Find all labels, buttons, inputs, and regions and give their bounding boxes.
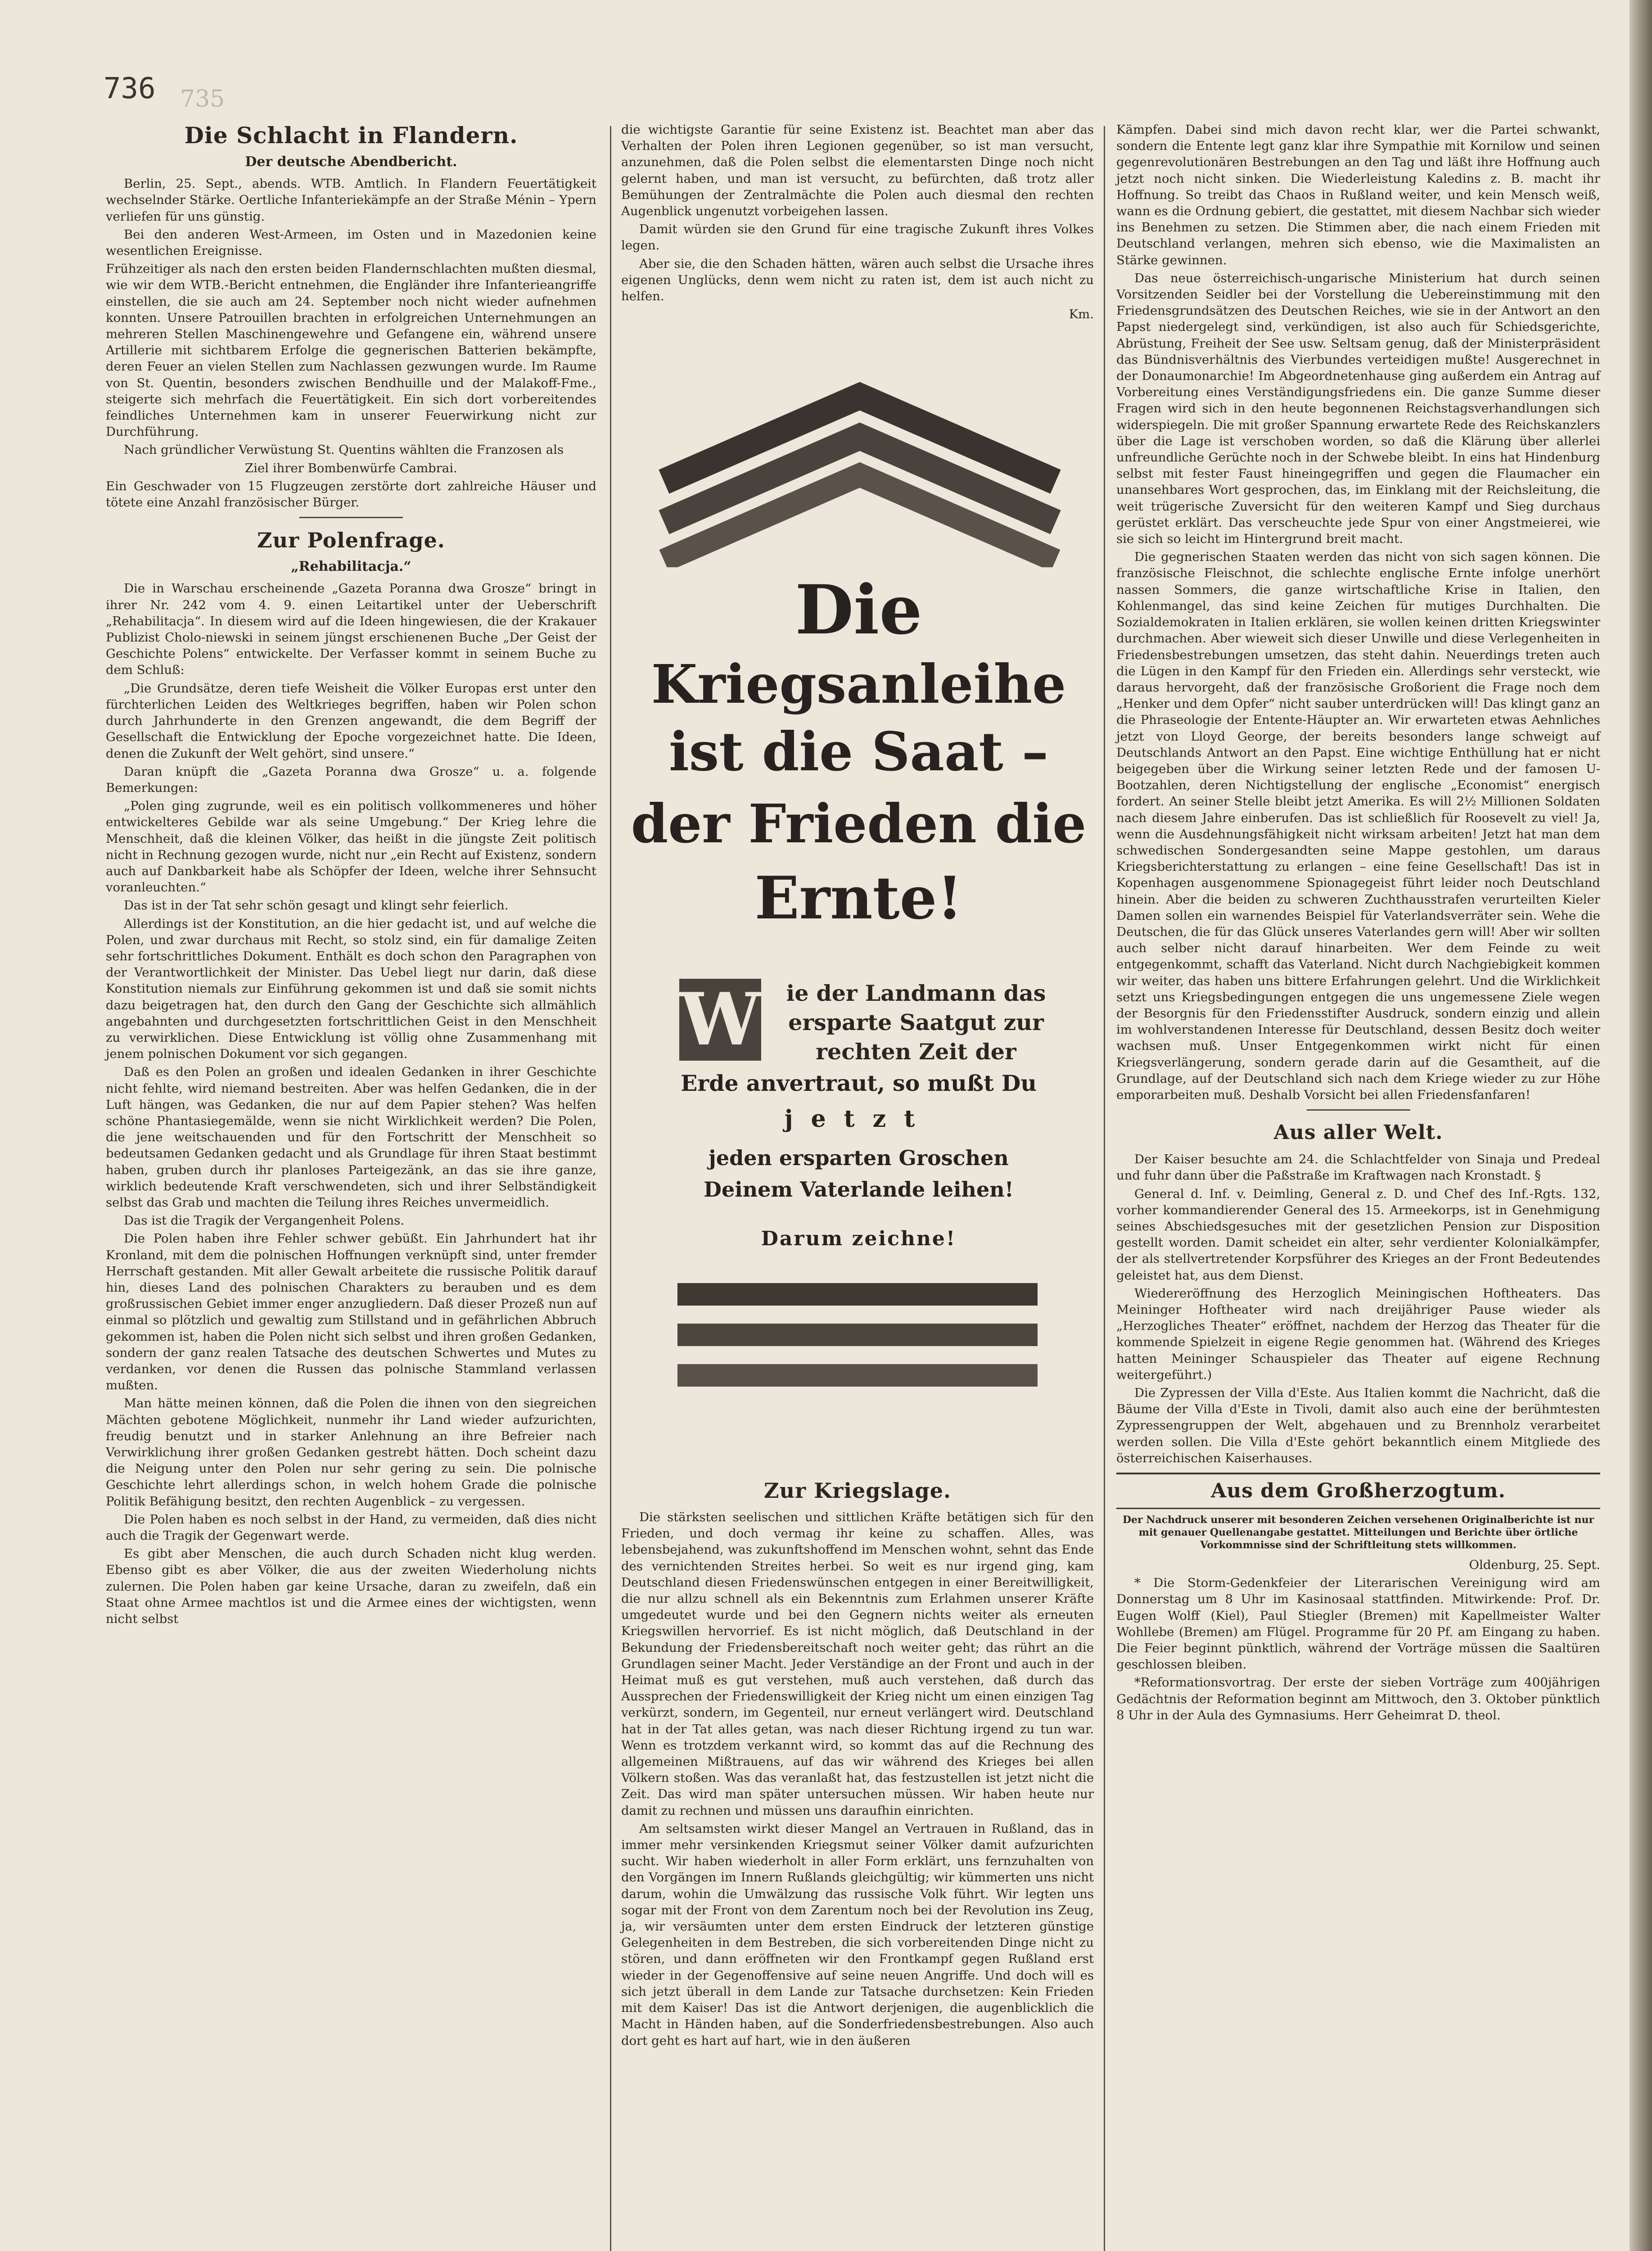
paragraph: *Reformationsvortrag. Der erste der sieben Vorträge zum 400jährigen Gedächtnis der Reformation beginnt am Mittwoch, den 3. Oktober pünktlich 8 Uhr in der Aula des Gymnasiums. Herr Geheimrat D. theol.: [1116, 1675, 1600, 1722]
paragraph: Die in Warschau erscheinende „Gazeta Poranna dwa Grosze“ bringt in ihrer Nr. 242 vom 4. 9. einen Leitartikel unter der Ueberschrift „Rehabilitacja“. In diesem wird auf die Ideen hingewiesen, die der Krakauer Publizist Cholo-niewski in seinem jüngst erschienenen Buche „Der Geist der Geschichte Polens“ entwickelte. Der Verfasser kommt in seinem Buche zu dem Schluß:: [106, 581, 596, 678]
paragraph: Frühzeitiger als nach den ersten beiden Flandernschlachten mußten diesmal, wie wir dem WTB.-Bericht entnehmen, die Engländer ihre Infanterieangriffe einstellen, die sie auch am 24. September noch nicht wieder aufnehmen konnten. Unsere Patrouillen brachten in erfolgreichen Unternehmungen an mehreren Stellen Maschinengewehre und Gefangene ein, während unsere Artillerie mit sichtbarem Erfolge die gegnerischen Batterien bekämpfte, deren Feuer an vielen Stellen zum Nachlassen gezwungen wurde. Im Raume von St. Quentin, besonders zwischen Bendhuille und der Malakoff-Fme., steigerte sich mehrfach die Feuertätigkeit. Ein sich dort vorbereitendes feindliches Unternehmen kam in unserer Feuerwirkung nicht zur Durchführung.: [106, 262, 596, 439]
paragraph: Der Kaiser besuchte am 24. die Schlachtfelder von Sinaja und Predeal und fuhr dann über die Paßstraße im Kraftwagen nach Kronstadt. §: [1116, 1152, 1600, 1183]
ad-body-line: Deinem Vaterlande leihen!: [704, 1177, 1014, 1202]
ad-body-jetzt: jetzt: [784, 1105, 933, 1133]
paragraph: Damit würden sie den Grund für eine tragische Zukunft ihres Volkes legen.: [621, 222, 1094, 253]
article-subtitle-abendbericht: Der deutsche Abendbericht.: [245, 154, 457, 170]
dateline: Oldenburg, 25. Sept.: [1469, 1558, 1600, 1573]
ad-body-line: jeden ersparten Groschen: [709, 1146, 1009, 1170]
paragraph: „Polen ging zugrunde, weil es ein politisch vollkommeneres und höher entwickelteres Gebilde war als seine Umgebung.“ Der Krieg lehre die Menschheit, daß die kleinen Völker, das heißt in die jüngste Zeit politisch nicht in Rechnung gezogen wurde, nicht nur „ein Recht auf Existenz, sondern auch auf Dankbarkeit habe als Schöpfer der Ideen, welche ihrer Sehnsucht voranleuchten.“: [106, 799, 596, 895]
ad-call-to-action: Darum zeichne!: [761, 1227, 957, 1250]
dropcap-letter: W: [680, 977, 761, 1062]
chevron-emblem-icon: [646, 378, 1074, 567]
paragraph: Aber sie, die den Schaden hätten, wären auch selbst die Ursache ihres eigenen Unglücks, denn wem nicht zu raten ist, dem ist auch nicht zu helfen.: [621, 256, 1094, 304]
section-divider: [299, 517, 403, 518]
paragraph: Daß es den Polen an großen und idealen Gedanken in ihrer Geschichte nicht fehlte, wird niemand bestreiten. Aber was helfen Gedanken, die in der Luft hängen, was Gedanken, die nur auf dem Papier stehen? Was helfen schöne Phantasiegemälde, wenn sie nicht Wirklichkeit werden? Die Polen, die jene weitschauenden und für den Fortschritt der Menschheit so bedeutsamen Gedanken gedacht und als Grundlage für ihren Staat bestimmt haben, gruben durch ihr planloses Parteigezänk, an das sie ihre ganze, wirklich bedeutende Kraft verschwendeten, sich und ihrer Selbständigkeit selbst das Grab und machten die Teilung ihres Reiches unvermeidlich.: [106, 1065, 596, 1210]
paragraph: Die Zypressen der Villa d'Este. Aus Italien kommt die Nachricht, daß die Bäume der Villa d'Este in Tivoli, damit also auch eine der berühmtesten Zypressengruppen der Welt, abgehauen und zu Brennholz verarbeitet werden sollen. Die Villa d'Este gehört bekanntlich einem Mitgliede des österreichischen Kaiserhauses.: [1116, 1386, 1600, 1465]
page-edge-shadow: [1629, 0, 1652, 2251]
column-middle-lower: [621, 1477, 1094, 2051]
column-left: [106, 122, 596, 1629]
paragraph: Die Polen haben es noch selbst in der Hand, zu vermeiden, daß dies nicht auch die Tragik der Gegenwart werde.: [106, 1512, 596, 1543]
ad-body-line: rechten Zeit der: [816, 1039, 1016, 1065]
paragraph: Es gibt aber Menschen, die auch durch Schaden nicht klug werden. Ebenso gibt es aber Völker, die aus der zweiten Wiederholung nichts zulernen. Die Polen haben gar keine Ursache, daran zu zweifeln, daß ein Staat ohne Armee machtlos ist und die Armee eines der wichtigsten, wenn nicht selbst: [106, 1546, 596, 1627]
paragraph: Nach gründlicher Verwüstung St. Quentins wählten die Franzosen als: [124, 443, 564, 457]
column-right: [1116, 122, 1600, 1725]
paragraph: Wiedereröffnung des Herzoglich Meiningischen Hoftheaters. Das Meininger Hoftheater wird nach dreijähriger Pause wieder als „Herzogliches Theater“ eröffnet, nachdem der Herzog das Theater für die kommende Spielzeit in eigene Regie genommen hat. (Während des Krieges hatten Meininger Schauspieler das Theater auf eigene Rechnung weitergeführt.): [1116, 1286, 1600, 1382]
ad-body-line: Erde anvertraut, so mußt Du: [681, 1070, 1037, 1096]
column-rule-right: [1104, 126, 1105, 2251]
paragraph: Allerdings ist der Konstitution, an die hier gedacht ist, und auf welche die Polen, und zwar durchaus mit Recht, so stolz sind, ein für damalige Zeiten sehr fortschrittliches Dokument. Enthält es doch schon den Paragraphen von der Verantwortlichkeit der Minister. Das Uebel liegt nur darin, daß diese Konstitution niemals zur Einführung gekommen ist und daß sie somit nichts dazu beigetragen hat, den durch den Gang der Geschichte sich allmählich angebahnten und durchgesetzten fortschrittlichen Geist in den Menschheit zu verwirklichen. Diese Entwicklung ist völlig ohne Zusammenhang mit jenem polnischen Dokument vor sich gegangen.: [106, 916, 596, 1062]
paragraph: Berlin, 25. Sept., abends. WTB. Amtlich. In Flandern Feuertätigkeit wechselnder Stärke. Oertliche Infanteriekämpfe an der Straße Ménin – Ypern verliefen für uns günstig.: [106, 176, 596, 224]
page-number: 736: [104, 72, 156, 105]
paragraph: Die Polen haben ihre Fehler schwer gebüßt. Ein Jahrhundert hat ihr Kronland, mit dem die polnischen Hoffnungen verknüpft sind, unter fremder Herrschaft gestanden. Mit aller Gewalt arbeitete die russische Politik darauf hin, dieses Land des polnischen Charakters zu berauben und es dem großrussischen Gebiet immer enger anzugliedern. Daß dieser Prozeß nun auf einmal so plötzlich und gewaltig zum Stillstand und in gefährlichen Abbruch gekommen ist, haben die Polen nicht sich selbst und ihren großen Gedanken, sondern der ganz realen Tatsache des deutschen Schwertes und Mutes zu verdanken, vor denen die Russen das polnische Stammland verlassen mußten.: [106, 1231, 596, 1393]
article-title-aus-aller-welt: Aus aller Welt.: [1273, 1121, 1443, 1144]
section-divider: [1307, 1109, 1410, 1111]
paragraph: Die gegnerischen Staaten werden das nicht von sich sagen können. Die französische Fleischnot, die schlechte englische Ernte infolge unerhört nassen Sommers, die ganze wirtschaftliche Krise in Italien, den Kohlenmangel, das sind keine Zeichen für mutiges Durchhalten. Die Sozialdemokraten in Italien erklären, sie wollen keinen dritten Kriegswinter durchmachen. Aber wieweit sich dieser Unwille und diese Verlegenheiten in Friedensbestrebungen umsetzen, das steht dahin. Neuerdings treten auch die Lügen in den Kampf für den Frieden ein. Allerdings sehr versteckt, wie daraus hervorgeht, daß der französische Großorient die Frage noch dem „Henker und dem Opfer“ nicht sauber unterdrücken will! Das klingt ganz an die Phraseologie der Entente-Häupter an. Wir erwarteten etwas Aehnliches jetzt von Lloyd George, der bereits besonders lange schweigt auf Deutschlands Antwort an den Papst. Eine wichtige Enthüllung hat er nicht beigegeben über die Wirkung seiner letzten Rede und der famosen U-Bootzahlen, deren Nichtigstellung der englische „Economist“ energisch fordert. An seiner Stelle bleibt jetzt Amerika. Es will 2½ Millionen Soldaten nach diesem Jahre einberufen. Das ist schließlich für Roosevelt zu viel! Ja, wenn die Ausdehnungsfähigkeit nicht wirksam arbeiten! Jetzt hat man dem schwedischen Sondergesandten seine Mappe gestohlen, um daraus Kriegsberichterstattung zu erlangen – eine feine Gesellschaft! Das ist in Kopenhagen ausgenommene Spionagegeist führt leider noch Deutschland hinein. Aber die beiden zu schweren Zuchthausstrafen verurteilten Kieler Damen sollen ein warnendes Beispiel für Vaterlandsverräter sein. Wehe die Deutschen, die für das Glück unseres Vaterlandes gern will! Aber wir sollten auch selber nicht darauf hinarbeiten. Wer dem Feinde zu weit entgegenkommt, schafft das Vaterland. Nicht durch Nachgiebigkeit kommen wir weiter, das haben uns bittere Erfahrungen gelehrt. Und die Wirklichkeit setzt uns Kriegsbedingungen entgegen die uns ungemessene Ziele wegen der Besorgnis für den Friedensstifter Ausdruck, sondern einzig und allein im wohlverstandenen Interesse für Deutschland, dessen Besitz doch weiter wachsen muß. Unser Entgegenkommen wirkt nicht für einen Kriegsverlängerung, sondern gerade darin auf die Gesamtheit, auf die Grundlage, auf der Deutschland sich nach dem Kriege wieder zu zur Höhe emporarbeiten muß. Deshalb Vorsicht bei allen Friedensfanfaren!: [1116, 550, 1600, 1102]
paragraph: „Die Grundsätze, deren tiefe Weisheit die Völker Europas erst unter den fürchterlichen Leiden des Weltkrieges begriffen, haben wir Polen schon durch Jahrhunderte in den Grenzen angewandt, die dem Begriff der Gesellschaft die Entwicklung der Epoche vorgezeichnet hatte. Die Ideen, denen die Zukunft der Welt gehört, sind unsere.“: [106, 681, 596, 761]
section-header-box: [1116, 1473, 1600, 1509]
ad-dropcap: [677, 977, 763, 1062]
article-subtitle-rehabilitacja: „Rehabilitacja.“: [291, 559, 411, 575]
column-rule-left: [610, 126, 611, 2251]
paragraph: Bei den anderen West-Armeen, im Osten und in Mazedonien keine wesentlichen Ereignisse.: [106, 227, 596, 258]
ad-headline-ernte: Ernte!: [754, 863, 963, 932]
article-title-grossherzogtum: Aus dem Großherzogtum.: [1211, 1479, 1506, 1503]
paragraph: Daran knüpft die „Gazeta Poranna dwa Grosze“ u. a. folgende Bemerkungen:: [106, 764, 596, 795]
ad-headline-kriegsanleihe: Kriegsanleihe: [651, 653, 1066, 715]
ornamental-dropcap-icon: [677, 977, 763, 1062]
war-bond-advertisement: [628, 378, 1089, 1342]
paragraph: Ein Geschwader von 15 Flugzeugen zerstörte dort zahlreiche Häuser und tötete eine Anzahl französischer Bürger.: [106, 479, 596, 510]
paragraph: Ziel ihrer Bombenwürfe Cambrai.: [245, 461, 457, 475]
paragraph: Die stärksten seelischen und sittlichen Kräfte betätigen sich für den Frieden, und doch vermag ihr keine zu schaffen. Alles, was lebensbejahend, was zukunftshoffend im Menschen wohnt, sehnt das Ende des vernichtenden Streites herbei. So weit es nur irgend ging, kam Deutschland diesen Friedenswünschen entgegen in einer Bereitwilligkeit, die nur allzu schnell als ein Bekenntnis zum Erlahmen unserer Kräfte umgedeutet wurde und bei den Gegnern nichts weiter als erneuten Kriegswillen hervorrief. Es ist nicht möglich, daß Deutschland in der Bekundung der Friedensbereitschaft noch weiter geht; das rührt an die Grundlagen seiner Macht. Jeder Verständige an der Front und auch in der Heimat muß es gut verstehen, muß auch verstehen, daß durch das Aussprechen der Friedenswilligkeit der Krieg nicht um einen einzigen Tag verkürzt, sondern, im Gegenteil, nur erneut verlängert wird. Deutschland hat in der Tat alles getan, was nach dieser Richtung irgend zu tun war. Wenn es trotzdem verkannt wird, so kommt das auf die Rechnung des allgemeinen Mißtrauens, auf das wir während des Krieges bei allen Völkern stoßen. Was das veranlaßt hat, das festzustellen ist jetzt nicht die Zeit. Das wird man später untersuchen müssen. Wir haben heute nur damit zu rechnen und müssen uns daraufhin einrichten.: [621, 1510, 1094, 1818]
ad-headline-die: Die: [795, 570, 922, 650]
paragraph: Man hätte meinen können, daß die Polen die ihnen von den siegreichen Mächten gebotene Möglichkeit, nunmehr ihr Land wieder aufzurichten, freudig benutzt und in starker Anlehnung an ihre Befreier nach Verwirklichung ihrer großen Gedanken gestrebt hätten. Doch scheint dazu die Neigung unter den Polen nur sehr gering zu sein. Die polnische Geschichte lehrt allerdings schon, in welch hohem Grade die polnische Politik Befähigung besitzt, den rechten Augenblick – zu vergessen.: [106, 1396, 596, 1509]
article-title-polenfrage: Zur Polenfrage.: [257, 528, 445, 553]
ad-headline-saat: ist die Saat –: [668, 720, 1049, 783]
author-signature: Km.: [1069, 307, 1094, 322]
paragraph: die wichtigste Garantie für seine Existenz ist. Beachtet man aber das Verhalten der Polen ihren Legionen gegenüber, so ist man versucht, anzunehmen, daß die Polen selbst die elementarsten Dinge noch nicht gelernt haben, und man ist versucht, zu befürchten, daß trotz aller Bemühungen der Zentralmächte die Polen auch diesmal den rechten Augenblick ungenutzt vorbeigehen lassen.: [621, 122, 1094, 219]
ad-body-line: ersparte Saatgut zur: [788, 1009, 1044, 1035]
article-title-kriegslage: Zur Kriegslage.: [763, 1478, 952, 1503]
paragraph: * Die Storm-Gedenkfeier der Literarischen Vereinigung wird am Donnerstag um 8 Uhr im Kasinosaal stattfinden. Mitwirkende: Prof. Dr. Eugen Wolff (Kiel), Paul Stiegler (Bremen) mit Kapellmeister Walter Wohllebe (Bremen) am Flügel. Programme für 20 Pf. am Eingang zu haben. Die Feier beginnt pünktlich, während der Vorträge müssen die Saaltüren geschlossen bleiben.: [1116, 1576, 1600, 1672]
ad-body-line: ie der Landmann das: [786, 980, 1046, 1006]
paragraph: General d. Inf. v. Deimling, General z. D. und Chef des Inf.-Rgts. 132, vorher kommandierender General des 15. Armeekorps, ist in Genehmigung seines Abschiedsgesuches mit der gesetzlichen Pension zur Disposition gestellt worden. Damit scheidet ein alter, sehr verdienter Kolonialkämpfer, der als stellvertretender Korpsführer des Krieges an der Front Bedeutendes geleistet hat, aus dem Dienst.: [1116, 1186, 1600, 1283]
paragraph: Das neue österreichisch-ungarische Ministerium hat durch seinen Vorsitzenden Seidler bei der Vorstellung die Uebereinstimmung mit den Friedensgrundsätzen des Deutschen Reiches, wie sie in der Antwort an den Papst niedergelegt sind, verkündigen, ist also auch für Schiedsgerichte, Abrüstung, Freiheit der See usw. Seltsam genug, daß der Ministerpräsident das Bündnisverhältnis des Vierbundes verteidigen mußte! Ausgerechnet in der Donaumonarchie! Im Abgeordnetenhause ging außerdem ein Antrag auf Vorbereitung eines Verständigungsfriedens ein. Die ganze Summe dieser Fragen wird sich in den heute begonnenen Reichstagsverhandlungen sich widerspiegeln. Die mit großer Spannung erwartete Rede des Reichskanzlers über die Lage ist verschoben worden, so daß die Klärung über allerlei unfreundliche Gerüchte noch in der Schwebe bleibt. In eins hat Hindenburg selbst mit fester Faust hineingegriffen und gegen die Flaumacher ein unansehbares Wort gesprochen, das, im Einklang mit der Reichsleitung, die weit trügerische Zuversicht für den weiteren Kampf und Sieg durchaus gerüstet erklärt. Das verscheuchte jede Spur von einer Angstmeierei, wie sie sich so leicht im Hintergrund breit macht.: [1116, 271, 1600, 547]
column-middle: [621, 122, 1094, 324]
paragraph: Das ist in der Tat sehr schön gesagt und klingt sehr feierlich.: [124, 898, 509, 913]
paragraph: Am seltsamsten wirkt dieser Mangel an Vertrauen in Rußland, das in immer mehr versinkenden Kriegsmut seiner Völker damit aufzurichten sucht. Wir haben wiederholt in aller Form erklärt, uns fernzuhalten von den Vorgängen im Innern Rußlands gleichgültig; wir kümmerten uns nicht darum, wohin die Umwälzung das russische Volk führt. Wir legten uns sogar mit der Front von dem Zarentum noch bei der Revolution ins Zeug, ja, wir versäumten unter dem ersten Eindruck der letzteren günstige Gelegenheiten in dem Bestreben, die sich vorbereitenden Dinge nicht zu stören, und dann eröffneten wir den Frontkampf gegen Rußland erst wieder in der Gegenoffensive auf seine neuen Angriffe. Und doch will es sich jetzt überall in dem Lande zur Tatsache durchsetzen: Kein Frieden mit dem Kaiser! Das ist die Antwort derjenigen, die augenblicklich die Macht in Händen haben, auf die Sonderfriedensbestrebungen. Also auch dort geht es hart auf hart, wie in den äußeren: [621, 1821, 1094, 2048]
reprint-notice: Der Nachdruck unserer mit besonderen Zeichen versehenen Originalberichte ist nur mit genauer Quellenangabe gestattet. Mitteilungen und Berichte über örtliche Vorkommnisse sind der Schriftleitung stets willkommen.: [1122, 1514, 1594, 1551]
paragraph: Kämpfen. Dabei sind mich davon recht klar, wer die Partei schwankt, sondern die Entente legt ganz klar ihre Sympathie mit Kornilow und seinen gegenrevolutionären Bestrebungen an den Tag und läßt ihre Hoffnung auch jetzt noch nicht sinken. Die Wiederleistung Kaledins z. B. macht ihr Hoffnung. So treibt das Chaos in Rußland weiter, und kein Mensch weiß, wann es die Ordnung gebiert, die gestattet, mit diesem Nachbar sich wieder ins Benehmen zu setzen. Die Stimmen aber, die nach einem Frieden mit Deutschland verlangen, mehren sich ebenso, wie die Maximalisten an Stärke gewinnen.: [1116, 122, 1600, 267]
ad-headline-frieden: der Frieden die: [631, 792, 1087, 855]
article-title-flandern: Die Schlacht in Flandern.: [184, 122, 518, 149]
striped-bars-ornament-icon: [677, 1283, 1038, 1396]
paragraph: Das ist die Tragik der Vergangenheit Polens.: [124, 1213, 405, 1228]
ghost-page-number: 735: [180, 86, 225, 113]
